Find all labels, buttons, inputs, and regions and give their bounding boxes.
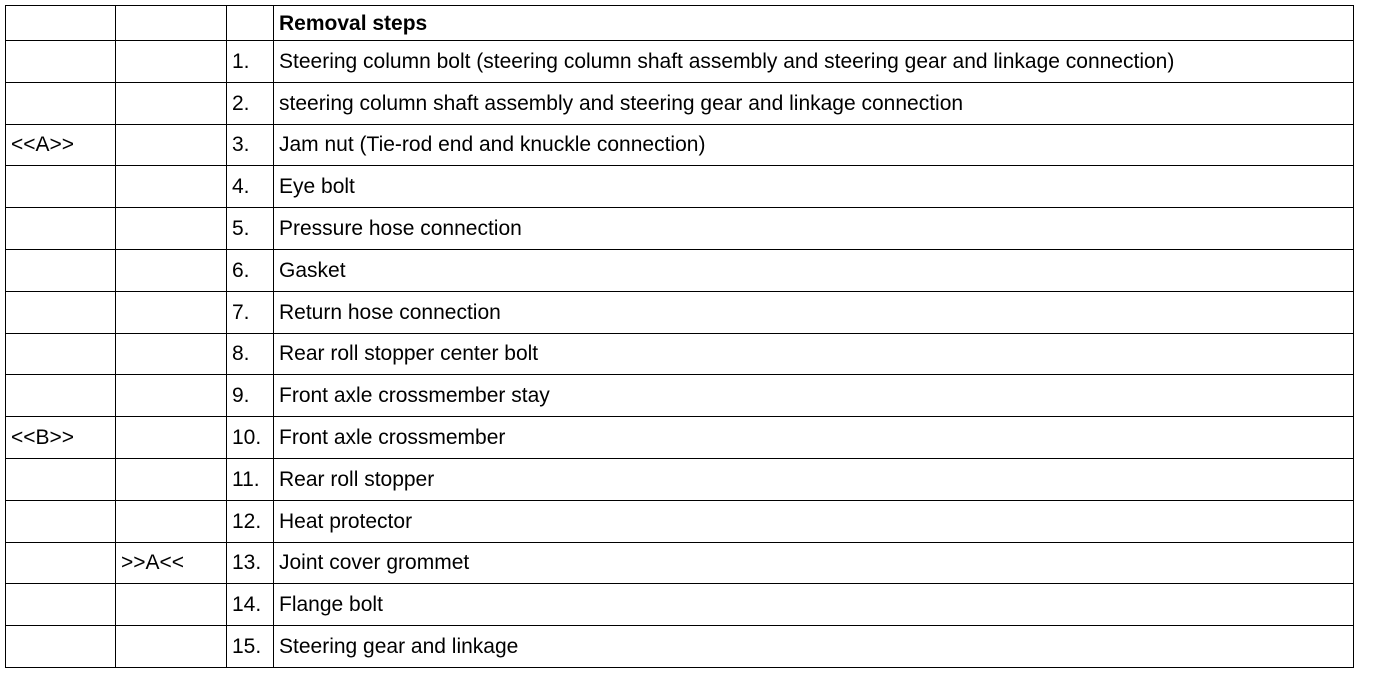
step-number-cell: 5. — [227, 208, 274, 250]
step-number-cell: 10. — [227, 417, 274, 459]
install-mark-cell: <<A>> — [6, 124, 116, 166]
step-description-cell: Eye bolt — [274, 166, 1354, 208]
install-mark-cell — [6, 249, 116, 291]
step-description-cell: Joint cover grommet — [274, 542, 1354, 584]
header-removal-steps: Removal steps — [274, 6, 1354, 41]
install-mark-cell — [6, 291, 116, 333]
install-mark-cell: <<B>> — [6, 417, 116, 459]
removal-mark-cell — [116, 291, 227, 333]
install-mark-cell — [6, 375, 116, 417]
table-row — [6, 124, 1354, 166]
table-row — [6, 500, 1354, 542]
step-description-cell: Steering gear and linkage — [274, 626, 1354, 668]
step-number-cell: 3. — [227, 124, 274, 166]
step-description-cell: Return hose connection — [274, 291, 1354, 333]
table-row — [6, 291, 1354, 333]
step-number-cell: 9. — [227, 375, 274, 417]
step-description-cell: Flange bolt — [274, 584, 1354, 626]
table-row — [6, 626, 1354, 668]
step-number-cell: 4. — [227, 166, 274, 208]
step-number-cell: 15. — [227, 626, 274, 668]
removal-mark-cell — [116, 375, 227, 417]
table-row — [6, 458, 1354, 500]
table-row — [6, 166, 1354, 208]
install-mark-cell — [6, 626, 116, 668]
step-number-cell: 2. — [227, 82, 274, 124]
table-row — [6, 82, 1354, 124]
step-description-cell: Pressure hose connection — [274, 208, 1354, 250]
step-description-cell: Steering column bolt (steering column shaft assembly and steering gear and linkage connection) — [274, 41, 1354, 83]
table-row — [6, 375, 1354, 417]
step-description-cell: Rear roll stopper — [274, 458, 1354, 500]
step-description-cell: steering column shaft assembly and steering gear and linkage connection — [274, 82, 1354, 124]
removal-mark-cell — [116, 166, 227, 208]
step-number-cell: 8. — [227, 333, 274, 375]
step-description-cell: Jam nut (Tie-rod end and knuckle connection) — [274, 124, 1354, 166]
removal-mark-cell — [116, 41, 227, 83]
step-number-cell: 11. — [227, 458, 274, 500]
step-description-cell: Front axle crossmember stay — [274, 375, 1354, 417]
install-mark-cell — [6, 333, 116, 375]
step-description-cell: Rear roll stopper center bolt — [274, 333, 1354, 375]
removal-mark-cell — [116, 208, 227, 250]
removal-steps-body — [6, 6, 1354, 668]
step-description-cell: Gasket — [274, 249, 1354, 291]
install-mark-cell — [6, 542, 116, 584]
install-mark-cell — [6, 500, 116, 542]
removal-mark-cell — [116, 82, 227, 124]
removal-mark-cell — [116, 584, 227, 626]
step-number-cell: 12. — [227, 500, 274, 542]
removal-mark-cell — [116, 124, 227, 166]
table-row — [6, 542, 1354, 584]
step-description-cell: Heat protector — [274, 500, 1354, 542]
header-cell-3 — [227, 6, 274, 41]
step-number-cell: 13. — [227, 542, 274, 584]
step-number-cell: 6. — [227, 249, 274, 291]
table-row — [6, 41, 1354, 83]
removal-mark-cell — [116, 249, 227, 291]
step-number-cell: 14. — [227, 584, 274, 626]
removal-mark-cell — [116, 417, 227, 459]
removal-mark-cell — [116, 626, 227, 668]
removal-mark-cell: >>A<< — [116, 542, 227, 584]
step-number-cell: 7. — [227, 291, 274, 333]
install-mark-cell — [6, 166, 116, 208]
table-row — [6, 584, 1354, 626]
install-mark-cell — [6, 208, 116, 250]
install-mark-cell — [6, 458, 116, 500]
removal-mark-cell — [116, 500, 227, 542]
install-mark-cell — [6, 584, 116, 626]
table-header-row — [6, 6, 1354, 41]
table-row — [6, 249, 1354, 291]
header-cell-1 — [6, 6, 116, 41]
step-description-cell: Front axle crossmember — [274, 417, 1354, 459]
install-mark-cell — [6, 82, 116, 124]
removal-mark-cell — [116, 458, 227, 500]
removal-steps-table — [5, 5, 1354, 668]
removal-mark-cell — [116, 333, 227, 375]
table-row — [6, 208, 1354, 250]
step-number-cell: 1. — [227, 41, 274, 83]
table-row — [6, 333, 1354, 375]
table-row — [6, 417, 1354, 459]
header-cell-2 — [116, 6, 227, 41]
install-mark-cell — [6, 41, 116, 83]
